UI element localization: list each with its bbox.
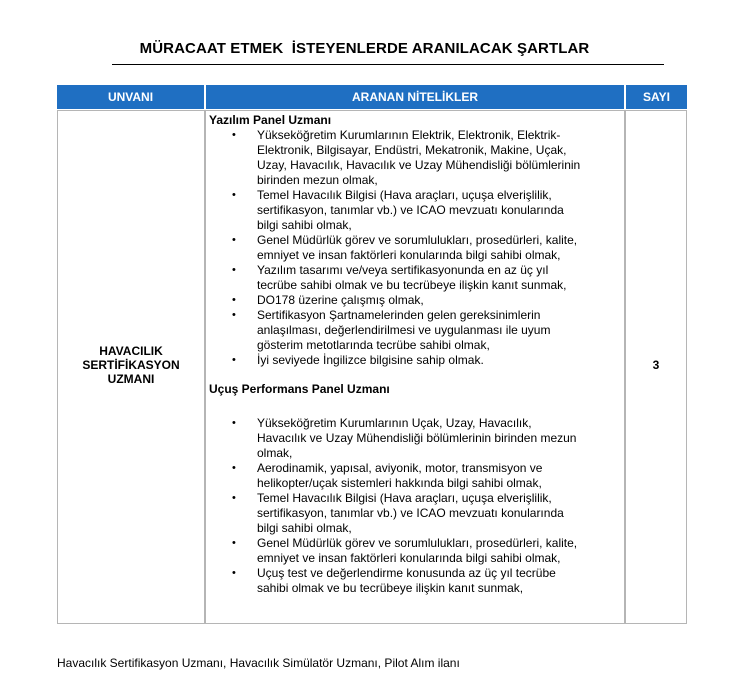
unvan-line: SERTİFİKASYON xyxy=(82,358,180,372)
title-underline xyxy=(112,64,664,65)
unvan-text xyxy=(57,344,205,386)
requirement-item xyxy=(209,308,621,353)
bullet-icon: • xyxy=(232,264,236,276)
bullet-icon: • xyxy=(232,492,236,504)
section-list xyxy=(209,128,621,368)
sayi-value: 3 xyxy=(652,358,660,372)
requirement-line: sertifikasyon, tanımlar vb.) ve ICAO mevzuatı konularında xyxy=(257,506,564,520)
requirement-line: anlaşılması, değerlendirilmesi ve uygulanması ile uyum xyxy=(257,323,551,337)
unvan-line: HAVACILIK xyxy=(99,344,163,358)
requirement-line: Genel Müdürlük görev ve sorumlulukları, prosedürleri, kalite, xyxy=(257,536,578,550)
header-nitelikler: ARANAN NİTELİKLER xyxy=(206,85,624,109)
requirement-line: tecrübe sahibi olmak ve bu tecrübeye ilişkin kanıt sunmak, xyxy=(257,278,567,292)
requirement-line: bilgi sahibi olmak, xyxy=(257,218,352,232)
bullet-icon: • xyxy=(232,537,236,549)
requirement-item xyxy=(209,461,621,491)
requirement-line: sahibi olmak ve bu tecrübeye ilişkin kanıt sunmak, xyxy=(257,581,524,595)
requirement-line: Genel Müdürlük görev ve sorumlulukları, prosedürleri, kalite, xyxy=(257,233,578,247)
requirement-line: Uçuş test ve değerlendirme konusunda az üç yıl tecrübe xyxy=(257,566,556,580)
requirement-line: emniyet ve insan faktörleri konularında bilgi sahibi olmak, xyxy=(257,248,561,262)
requirement-line: Yükseköğretim Kurumlarının Uçak, Uzay, Havacılık, xyxy=(257,416,532,430)
requirement-item xyxy=(209,128,621,188)
requirement-line: gösterim metotlarında tecrübe sahibi olmak, xyxy=(257,338,490,352)
bullet-icon: • xyxy=(232,234,236,246)
bullet-icon: • xyxy=(232,462,236,474)
footer-text: Havacılık Sertifikasyon Uzmanı, Havacılık Simülatör Uzmanı, Pilot Alım ilanı xyxy=(57,656,460,670)
section-title: Yazılım Panel Uzmanı xyxy=(209,113,332,127)
requirement-line: bilgi sahibi olmak, xyxy=(257,521,352,535)
requirement-line: Aerodinamik, yapısal, aviyonik, motor, transmisyon ve xyxy=(257,461,543,475)
bullet-icon: • xyxy=(232,354,236,366)
document-title: MÜRACAAT ETMEK İSTEYENLERDE ARANILACAK ŞARTLAR xyxy=(139,40,590,57)
requirement-line: DO178 üzerine çalışmış olmak, xyxy=(257,293,424,307)
bullet-icon: • xyxy=(232,189,236,201)
requirement-line: Uzay, Havacılık, Havacılık ve Uzay Mühendisliği bölümlerinin xyxy=(257,158,581,172)
requirement-line: İyi seviyede İngilizce bilgisine sahip olmak. xyxy=(257,353,484,367)
header-unvan: UNVANI xyxy=(57,85,204,109)
requirement-line: olmak, xyxy=(257,446,293,460)
requirement-item xyxy=(209,233,621,263)
requirement-line: Temel Havacılık Bilgisi (Hava araçları, uçuşa elverişlilik, xyxy=(257,491,552,505)
bullet-icon: • xyxy=(232,567,236,579)
requirement-item xyxy=(209,566,621,596)
requirement-item xyxy=(209,491,621,536)
requirement-item xyxy=(209,416,621,461)
unvan-line: UZMANI xyxy=(107,372,155,386)
bullet-icon: • xyxy=(232,309,236,321)
requirement-line: helikopter/uçak sistemleri hakkında bilgi sahibi olmak, xyxy=(257,476,542,490)
section-list xyxy=(209,416,621,596)
section-title: Uçuş Performans Panel Uzmanı xyxy=(209,382,390,396)
requirement-line: Sertifikasyon Şartnamelerinden gelen gereksinimlerin xyxy=(257,308,541,322)
requirement-item xyxy=(209,353,621,368)
requirement-line: sertifikasyon, tanımlar vb.) ve ICAO mevzuatı konularında xyxy=(257,203,564,217)
requirement-item xyxy=(209,293,621,308)
bullet-icon: • xyxy=(232,129,236,141)
requirement-line: Yükseköğretim Kurumlarının Elektrik, Elektronik, Elektrik- xyxy=(257,128,561,142)
requirement-item xyxy=(209,263,621,293)
header-sayi: SAYI xyxy=(626,85,687,109)
requirement-line: Yazılım tasarımı ve/veya sertifikasyonunda en az üç yıl xyxy=(257,263,549,277)
requirement-line: Elektronik, Bilgisayar, Endüstri, Mekatronik, Makine, Uçak, xyxy=(257,143,567,157)
bullet-icon: • xyxy=(232,417,236,429)
requirement-line: birinden mezun olmak, xyxy=(257,173,378,187)
requirement-item xyxy=(209,188,621,233)
requirement-line: emniyet ve insan faktörleri konularında bilgi sahibi olmak, xyxy=(257,551,561,565)
requirement-item xyxy=(209,536,621,566)
bullet-icon: • xyxy=(232,294,236,306)
requirement-line: Havacılık ve Uzay Mühendisliği bölümlerinin birinden mezun xyxy=(257,431,577,445)
requirement-line: Temel Havacılık Bilgisi (Hava araçları, uçuşa elverişlilik, xyxy=(257,188,552,202)
nitelikler-content xyxy=(209,113,621,596)
